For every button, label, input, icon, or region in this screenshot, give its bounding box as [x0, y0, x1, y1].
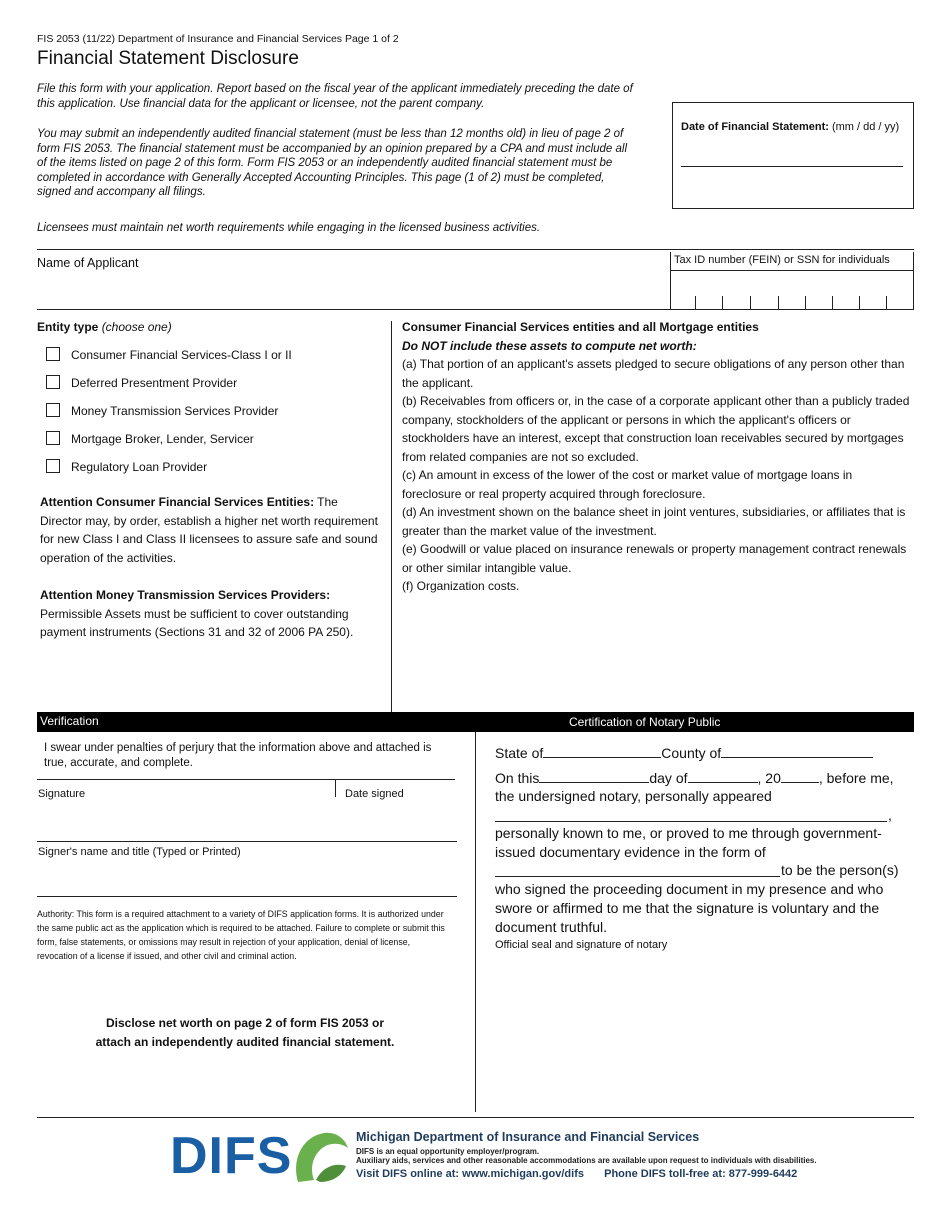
notary-bar-label: Certification of Notary Public	[569, 715, 721, 729]
evidence-form-field[interactable]	[495, 876, 780, 877]
page-title: Financial Statement Disclosure	[37, 48, 299, 69]
signer-name-label: Signer's name and title (Typed or Printed)	[38, 846, 241, 858]
notary-appeared-text: the undersigned notary, personally appeared	[495, 788, 772, 804]
year-field[interactable]	[781, 770, 819, 783]
section-bar	[37, 712, 914, 732]
difs-logo: DIFS	[170, 1127, 293, 1185]
applicant-name-label: Name of Applicant	[37, 256, 139, 270]
checkbox-consumer-financial-services[interactable]	[46, 347, 60, 361]
option-label: Money Transmission Services Provider	[71, 404, 279, 418]
signer-name-field[interactable]	[37, 896, 457, 897]
appeared-comma: ,	[888, 807, 892, 823]
notary-signed-text: who signed the proceeding document in my presence and who	[495, 881, 884, 897]
date-format-hint: (mm / dd / yy)	[831, 121, 900, 133]
notary-state-county-line: State of County of	[495, 744, 915, 763]
exclusion-item: (a) That portion of an applicant's assets pledged to secure obligations of any person other than the applicant.	[402, 357, 905, 390]
checkbox-deferred-presentment[interactable]	[46, 375, 60, 389]
notary-date-line: On this day of , 20 , before me,	[495, 770, 894, 786]
notary-to-be-text: to be the person(s)	[781, 862, 899, 878]
appeared-person-field[interactable]	[495, 821, 887, 822]
intro-paragraph-2: You may submit an independently audited financial statement (must be less than 12 months old) in lieu of page 2 of form FIS 2053. The financial statement must be accompanied by an opinion prepared by a CPA and must include all of the items listed on page 2 of this form. Form FIS 2053 or an independently audited financial statement must be completed in accordance with Generally Accepted Accounting Principles. This page (1 of 2) must be completed, signed and accompany all filings.	[37, 128, 628, 199]
bottom-column-divider	[475, 732, 476, 1112]
option-label: Regulatory Loan Provider	[71, 460, 208, 474]
signature-date-divider	[335, 780, 336, 797]
department-name: Michigan Department of Insurance and Financial Services	[356, 1130, 700, 1144]
disclose-note: Disclose net worth on page 2 of form FIS 2053 or attach an independently audited financial statement.	[95, 1016, 395, 1049]
aids-statement: Auxiliary aids, services and other reasonable accommodations are available upon request to individuals with disabilities.	[356, 1156, 817, 1165]
cfs-mortgage-section: Consumer Financial Services entities and all Mortgage entities Do NOT include these assets to compute net worth: (a) That portion of an applicant's assets pledged to secure obligations of any person other than the applicant. (b) Receivables from officers or, in the case of a corporate applicant other than a publicly traded company, stockholders of the applicant or persons in which the applicant's officers or stockholders have an interest, except that construction loan receivables secured by mortgages from related companies are not so excluded. (c) An amount in excess of the lower of the cost or market value of mortgage loans in foreclosure or real property acquired through foreclosure. (d) An investment shown on the balance sheet in joint ventures, subsidiaries, or affiliates that is greater than the market value of the investment. (e) Goodwill or value placed on insurance renewals or property management contract renewals or other similar intangible value. (f) Organization costs.	[402, 318, 912, 596]
date-signed-field[interactable]	[37, 841, 457, 842]
signature-label: Signature	[38, 788, 86, 800]
day-number-field[interactable]	[539, 770, 649, 783]
attention-mts: Attention Money Transmission Services Providers: Permissible Assets must be sufficient to cover outstanding payment instruments (Sections 31 and 32 of 2006 PA 250).	[40, 588, 354, 639]
tax-id-tick	[832, 296, 833, 309]
footer-divider	[37, 1117, 914, 1118]
exclusion-item: (b) Receivables from officers or, in the case of a corporate applicant other than a publicly traded company, stockholders of the applicant or persons in which the applicant's officers or stockholders have an interest, except that construction loan receivables secured by mortgages from related companies are not so excluded.	[402, 394, 910, 464]
entity-type-label: Entity type (choose one)	[37, 320, 172, 334]
tax-id-field[interactable]	[670, 252, 914, 310]
signature-field[interactable]	[37, 779, 455, 780]
checkbox-regulatory-loan[interactable]	[46, 459, 60, 473]
difs-leaf-logo-icon	[290, 1122, 352, 1186]
verification-statement: I swear under penalties of perjury that the information above and attached is true, accurate, and complete.	[44, 742, 432, 769]
notary-swore-text: swore or affirmed to me that the signature is voluntary and the	[495, 900, 880, 916]
applicant-name-field[interactable]	[37, 309, 670, 310]
option-label: Consumer Financial Services-Class I or II	[71, 348, 292, 362]
exclusion-item: (e) Goodwill or value placed on insurance renewals or property management contract renewals or other similar intangible value.	[402, 542, 907, 575]
tax-id-tick	[805, 296, 806, 309]
intro-paragraph-1: File this form with your application. Report based on the fiscal year of the applicant immediately preceding the date of this application. Use financial data for the applicant or licensee, not the parent company.	[37, 83, 633, 110]
notary-seal-area[interactable]	[495, 955, 913, 1105]
attention-cfs: Attention Consumer Financial Services Entities: The Director may, by order, establish a higher net worth requirement for new Class I and Class II licensees to assure safe and sound operation of the activities.	[40, 495, 378, 565]
notary-truthful-text: document truthful.	[495, 919, 608, 935]
county-field[interactable]	[721, 745, 873, 758]
date-input-line[interactable]	[681, 166, 903, 167]
footer-text	[356, 1130, 916, 1180]
tax-id-tick	[695, 296, 696, 309]
tax-id-label: Tax ID number (FEIN) or SSN for individuals	[674, 254, 890, 266]
checkbox-money-transmission[interactable]	[46, 403, 60, 417]
phone-number: Phone DIFS toll-free at: 877-999-6442	[604, 1168, 798, 1180]
state-field[interactable]	[543, 745, 661, 758]
option-label: Mortgage Broker, Lender, Servicer	[71, 432, 254, 446]
authority-text: Authority: This form is a required attachment to a variety of DIFS application forms. It is authorized under the same public act as the application which is required to be attached. Failure to complete or submit this form, false statements, or omissions may result in rejection of your application, denial of license, revocation of a license if issued, and other civil and criminal action.	[37, 909, 445, 961]
checkbox-mortgage[interactable]	[46, 431, 60, 445]
exclusion-item: (c) An amount in excess of the lower of the cost or market value of mortgage loans in foreclosure or real property acquired through foreclosure.	[402, 468, 853, 501]
notary-known-text: personally known to me, or proved to me through government-	[495, 825, 882, 841]
tax-id-bottom-line	[670, 309, 914, 310]
tax-id-tick	[859, 296, 860, 309]
month-field[interactable]	[688, 770, 758, 783]
option-label: Deferred Presentment Provider	[71, 376, 238, 390]
tax-id-tick	[722, 296, 723, 309]
notary-seal-label: Official seal and signature of notary	[495, 939, 668, 951]
date-signed-label: Date signed	[345, 788, 404, 800]
date-label: Date of Financial Statement:	[681, 121, 829, 133]
website-link[interactable]: Visit DIFS online at: www.michigan.gov/difs	[356, 1168, 584, 1180]
contact-line	[356, 1168, 916, 1180]
form-id-header: FIS 2053 (11/22) Department of Insurance and Financial Services Page 1 of 2	[37, 33, 399, 45]
divider-top	[37, 249, 914, 250]
tax-id-tick	[886, 296, 887, 309]
exclusion-item: (d) An investment shown on the balance sheet in joint ventures, subsidiaries, or affiliates that is greater than the market value of the investment.	[402, 505, 906, 538]
tax-id-tick	[750, 296, 751, 309]
date-of-financial-statement-box	[672, 102, 914, 209]
tax-id-tick	[778, 296, 779, 309]
verification-bar-label: Verification	[40, 714, 99, 728]
tax-id-label-underline	[671, 270, 913, 271]
eeo-statement: DIFS is an equal opportunity employer/program.	[356, 1147, 540, 1156]
intro-paragraph-3: Licensees must maintain net worth requirements while engaging in the licensed business activities.	[37, 222, 541, 234]
column-divider	[391, 321, 392, 712]
notary-issued-text: issued documentary evidence in the form of	[495, 844, 766, 860]
exclusion-item: (f) Organization costs.	[402, 579, 520, 593]
